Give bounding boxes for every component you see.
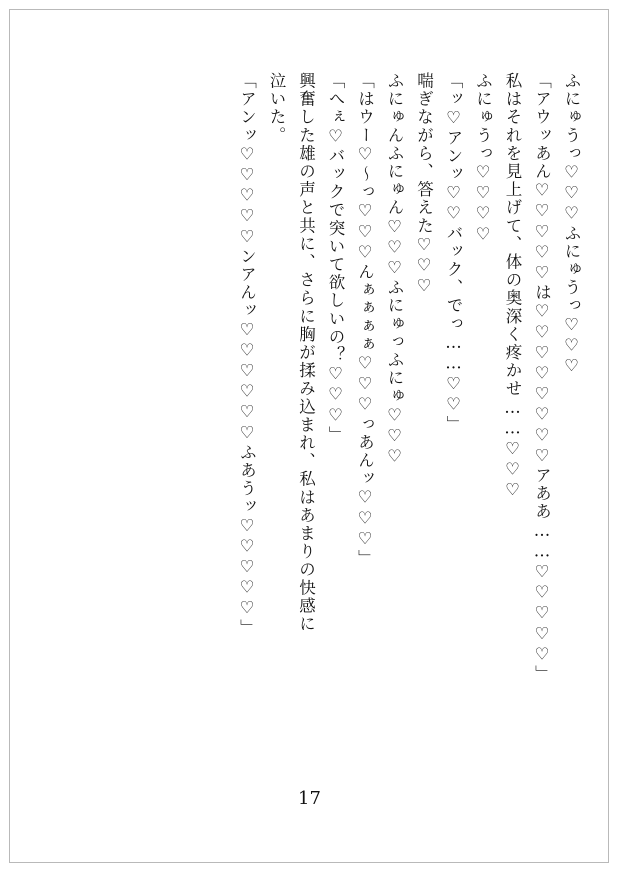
vertical-text-block (59, 72, 579, 772)
text-line: 「ッ♡アンッ♡♡バック、でっ……♡♡」 (444, 72, 463, 434)
text-line: 私はそれを見上げて、体の奥深く疼かせ……♡♡♡ (503, 72, 522, 501)
page-number: 17 (298, 788, 321, 809)
text-line: 「アウッあん♡♡♡♡♡は♡♡♡♡♡♡♡♡アああ……♡♡♡♡♡」 (532, 72, 552, 684)
text-line: ふにゅんふにゅん♡♡♡ふにゅっふにゅ♡♡♡ (385, 72, 404, 468)
text-line: 「はウー♡～っ♡♡♡んぁぁぁぁ♡♡♡っあんッ♡♡♡」 (355, 72, 375, 568)
text-line: 「アンッ♡♡♡♡♡ンアんッ♡♡♡♡♡♡ふあうッ♡♡♡♡♡」 (237, 72, 257, 637)
text-line: 喘ぎながら、答えた♡♡♡ (414, 72, 434, 297)
text-line: 「へぇ♡バックで突いて欲しいの？♡♡♡」 (326, 72, 345, 444)
text-line: 興奮した雄の声と共に、さらに胸が揉み込まれ、私はあまりの快感に (296, 72, 316, 634)
text-line: ふにゅうっ♡♡♡ふにゅうっ♡♡♡ (562, 72, 581, 377)
text-line: 泣いた。 (267, 72, 286, 145)
text-line: ふにゅうっ♡♡♡♡ (473, 72, 493, 245)
